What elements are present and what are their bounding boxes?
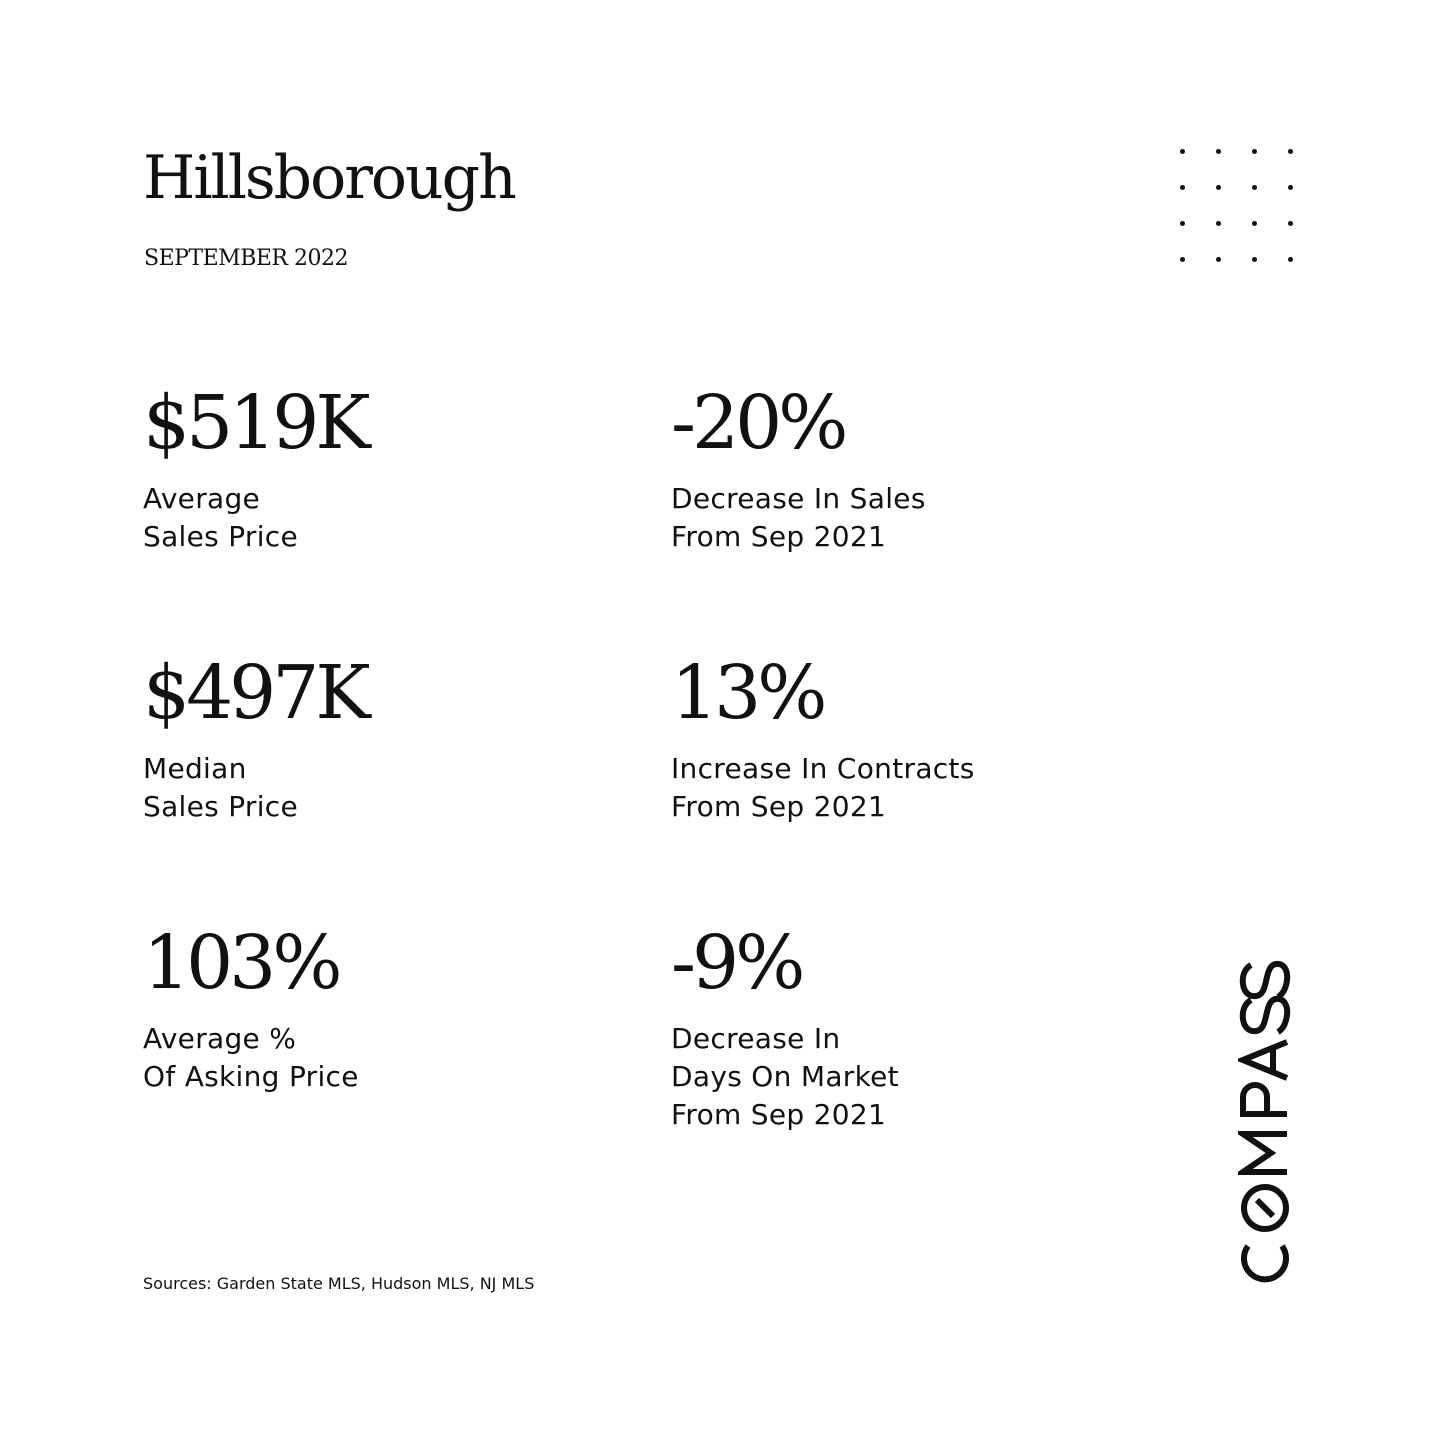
page-title: Hillsborough [143,143,515,213]
stat-label: Decrease In Sales From Sep 2021 [671,482,926,553]
stat-value: 103% [143,920,339,1006]
stat-value: -20% [671,380,845,466]
dot-grid-icon [1176,145,1300,269]
stat-label: Average % Of Asking Price [143,1022,359,1093]
stat-average-sales-price [143,380,367,556]
stat-label: Increase In Contracts From Sep 2021 [671,752,975,823]
stat-value: 13% [671,650,824,736]
stat-value: $519K [143,380,367,466]
stat-label: Median Sales Price [143,752,299,823]
stat-sales-change [671,380,926,556]
page-subtitle: SEPTEMBER 2022 [144,246,348,271]
stat-median-sales-price [143,650,367,826]
stat-value: -9% [671,920,802,1006]
stat-value: $497K [143,650,367,736]
stat-percent-of-asking [143,920,359,1096]
stat-contracts-change [671,650,975,826]
stat-label: Average Sales Price [143,482,299,553]
compass-logo-icon [1238,960,1292,1290]
stat-days-on-market-change [671,920,899,1134]
sources-note: Sources: Garden State MLS, Hudson MLS, NJ MLS [143,1274,535,1293]
stat-label: Decrease In Days On Market From Sep 2021 [671,1022,899,1131]
